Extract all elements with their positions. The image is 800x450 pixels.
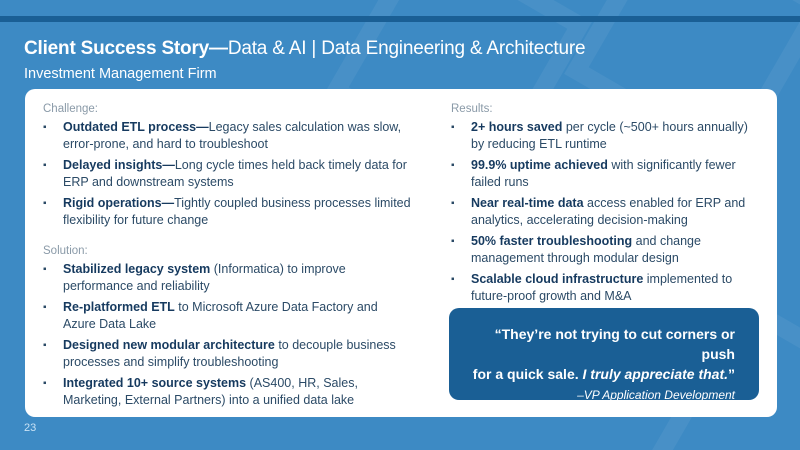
item-bold: 99.9% uptime achieved [471,158,608,172]
results-label: Results: [451,103,493,115]
bullet-icon: ▪ [451,198,455,209]
title-bold: Client Success Story— [24,38,228,59]
bullet-icon: ▪ [451,122,455,133]
item-text: and change management through modular design [471,234,701,265]
results-list [451,119,761,305]
bullet-icon: ▪ [43,378,47,389]
challenge-item [43,195,413,229]
item-text: per cycle (~500+ hours annually) by reducing ETL runtime [471,120,748,151]
item-text: access enabled for ERP and analytics, accelerating decision-making [471,196,746,227]
result-item [451,195,761,229]
item-bold: Integrated 10+ source systems [63,376,247,390]
quote-line-1: “They’re not trying to cut corners or push [494,326,735,362]
page-number: 23 [24,422,37,434]
solution-item [43,261,413,295]
challenge-list [43,119,413,229]
content-card [25,89,777,417]
bullet-icon: ▪ [451,274,455,285]
item-text: Long cycle times held back timely data for ERP and downstream systems [63,158,407,189]
quote-attribution: –VP Application Development [577,388,735,402]
item-text: (Informatica) to improve performance and reliability [63,262,346,293]
solution-item [43,299,413,333]
bullet-icon: ▪ [451,236,455,247]
result-item [451,233,761,267]
item-bold: 2+ hours saved [471,120,563,134]
bullet-icon: ▪ [43,264,47,275]
item-bold: 50% faster troubleshooting [471,234,633,248]
quote-italic: I truly appreciate that. [582,366,728,382]
result-item [451,271,761,305]
quote-plain: for a quick sale. [472,366,583,382]
item-text: to Microsoft Azure Data Factory and Azure Data Lake [63,300,378,331]
solution-label: Solution: [43,245,88,257]
item-bold: Near real-time data [471,196,584,210]
page-subtitle: Investment Management Firm [24,66,217,82]
right-column [451,89,761,309]
page-title [24,38,585,60]
item-text: with significantly fewer failed runs [471,158,736,189]
item-text: Legacy sales calculation was slow, error-prone, and hard to troubleshoot [63,120,402,151]
challenge-item [43,157,413,191]
solution-list [43,261,413,409]
item-bold: Rigid operations— [63,196,175,210]
item-text: implemented to future-proof growth and M&A [471,272,733,303]
bullet-icon: ▪ [43,340,47,351]
result-item [451,157,761,191]
item-bold: Designed new modular architecture [63,338,275,352]
bullet-icon: ▪ [43,198,47,209]
left-column [43,89,413,413]
item-bold: Re-platformed ETL [63,300,175,314]
challenge-label: Challenge: [43,103,98,115]
item-text: Tightly coupled business processes limited flexibility for future change [63,196,411,227]
item-text: to decouple business processes and simplify troubleshooting [63,338,396,369]
bullet-icon: ▪ [43,122,47,133]
top-accent-bar [0,16,800,22]
testimonial-quote [449,308,759,400]
solution-item [43,337,413,371]
item-bold: Delayed insights— [63,158,175,172]
bullet-icon: ▪ [43,302,47,313]
item-bold: Stabilized legacy system [63,262,211,276]
title-rest: Data & AI | Data Engineering & Architecture [227,38,586,59]
bullet-icon: ▪ [43,160,47,171]
result-item [451,119,761,153]
item-text: (AS400, HR, Sales, Marketing, External Partners) into a unified data lake [63,376,358,407]
item-bold: Outdated ETL process— [63,120,209,134]
solution-item [43,375,413,409]
bullet-icon: ▪ [451,160,455,171]
challenge-item [43,119,413,153]
quote-end: ” [728,366,735,382]
quote-line-2 [461,364,735,384]
item-bold: Scalable cloud infrastructure [471,272,644,286]
